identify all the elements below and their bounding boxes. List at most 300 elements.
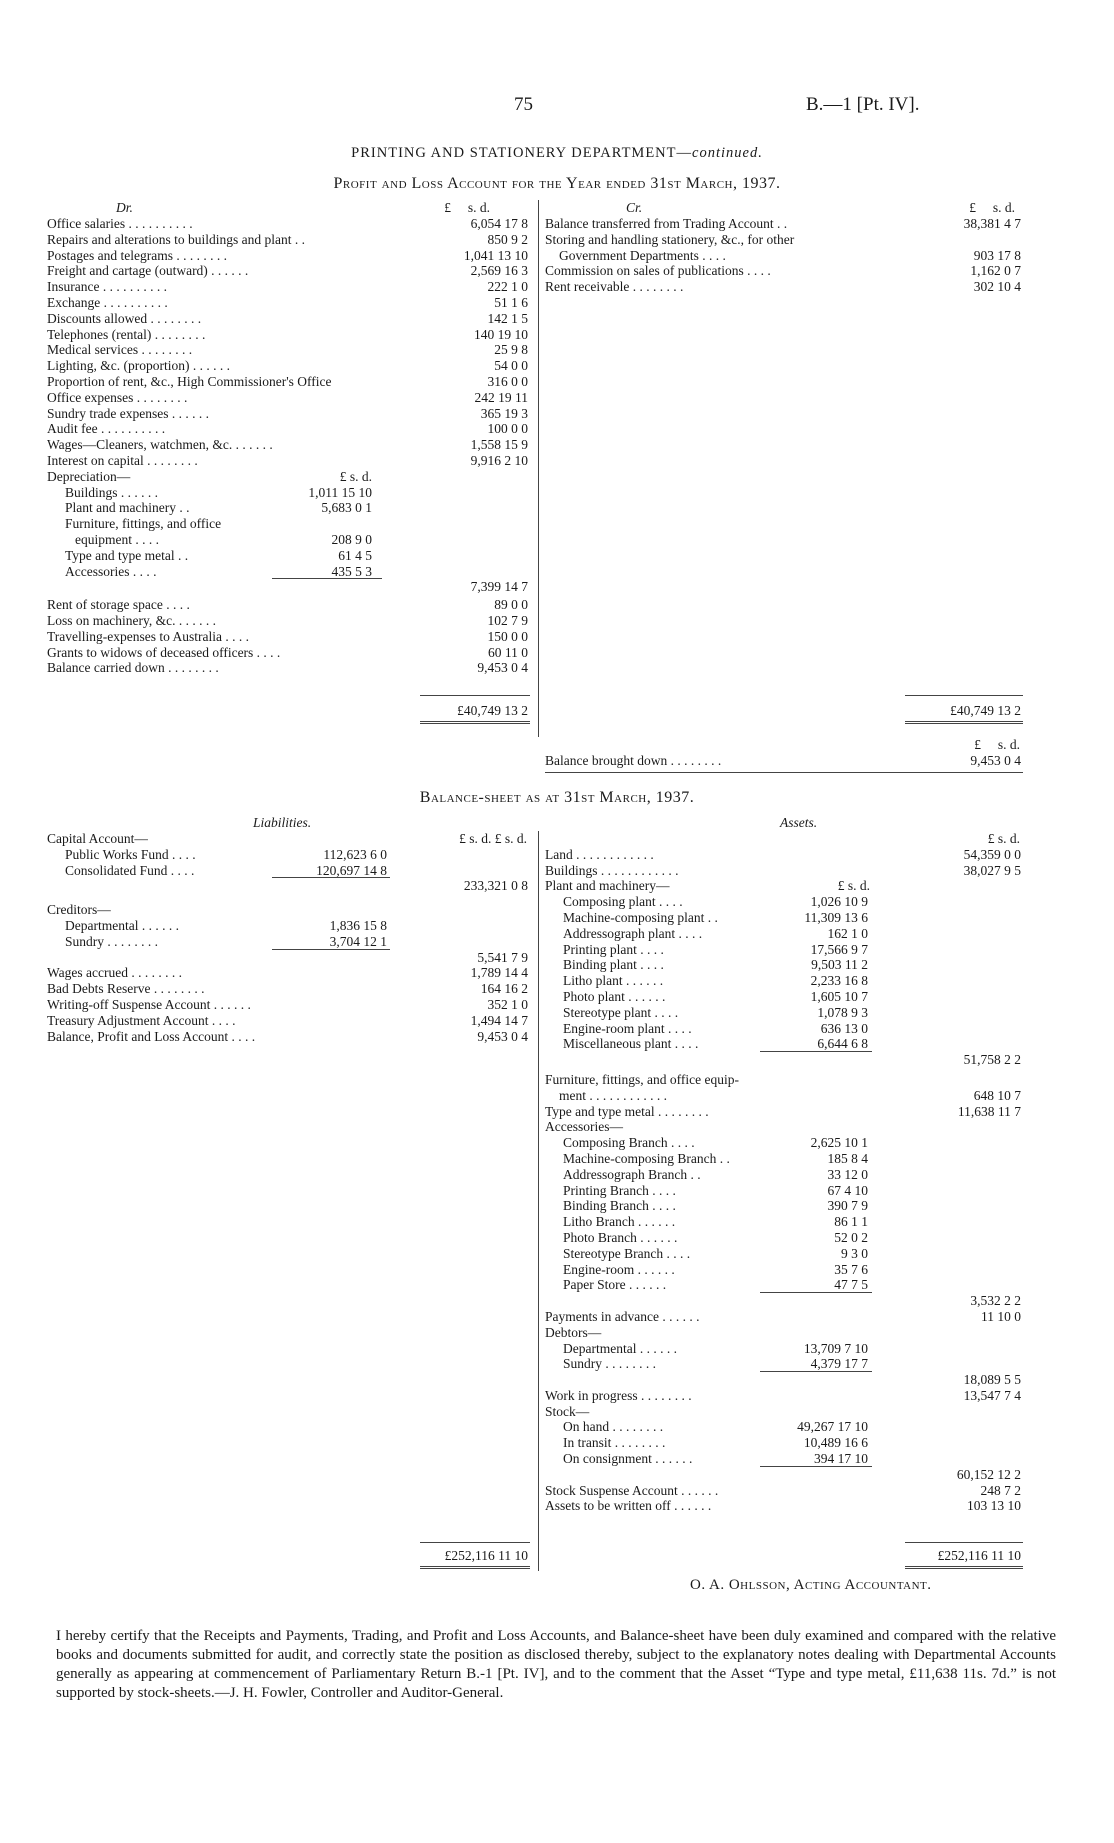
stock-suspense-row	[545, 1483, 1020, 1499]
row-label: Machine-composing plant . .	[563, 909, 718, 925]
row-amount: 33 12 0	[827, 1166, 868, 1182]
dr-row	[47, 421, 537, 437]
row-label: Plant and machinery . .	[65, 500, 190, 516]
row-amount: 52 0 2	[834, 1229, 868, 1245]
row-label: Depreciation—	[47, 468, 131, 484]
assets-written-off-row	[545, 1498, 1020, 1514]
row-amount: 9,916 2 10	[470, 452, 528, 468]
liability-row	[47, 1029, 537, 1045]
payments-row	[545, 1309, 1020, 1325]
depreciation-row	[47, 564, 537, 580]
row-amount: 1,836 15 8	[329, 917, 387, 933]
row-label: Machine-composing Branch . .	[563, 1150, 730, 1166]
row-amount: 208 9 0	[331, 531, 372, 547]
row-amount: 38,027 9 5	[963, 862, 1021, 878]
furniture-row	[545, 1088, 1020, 1104]
row-amount: 1,494 14 7	[470, 1012, 528, 1028]
pl-title: Profit and Loss Account for the Year ended 31st March, 1937.	[333, 175, 781, 192]
row-label: Loss on machinery, &c. . . . . . .	[47, 612, 216, 628]
plant-total	[545, 1052, 1020, 1068]
dr-heading: Dr.	[116, 200, 133, 215]
row-amount: 54 0 0	[494, 358, 528, 374]
row-label: Stereotype plant . . . .	[563, 1004, 679, 1020]
assets-total: £252,116 11 10	[937, 1548, 1021, 1563]
row-amount: 102 7 9	[487, 612, 528, 628]
dr-row	[47, 437, 537, 453]
row-label: Rent of storage space . . . .	[47, 597, 190, 613]
row-amount: 9,453 0 4	[477, 1028, 528, 1044]
pound-label: £	[969, 200, 976, 215]
depreciation-heading	[47, 469, 537, 485]
stock-total	[545, 1467, 1020, 1483]
cr-total: £40,749 13 2	[950, 703, 1021, 718]
row-amount: 9 3 0	[841, 1245, 868, 1261]
dr-table	[47, 216, 537, 676]
row-label: Work in progress . . . . . . . .	[545, 1387, 692, 1403]
row-amount: 51 1 6	[494, 294, 528, 310]
row-amount: 120,697 14 8	[316, 862, 387, 878]
row-amount: 89 0 0	[494, 597, 528, 613]
row-amount: 316 0 0	[487, 373, 528, 389]
row-amount: 435 5 3	[331, 563, 372, 579]
row-label: Grants to widows of deceased officers . . . .	[47, 644, 281, 660]
dr-row	[47, 597, 537, 613]
bbd-col-header	[935, 737, 1020, 753]
row-label: Commission on sales of publications . . . .	[545, 263, 771, 279]
pound-label: £	[974, 737, 981, 752]
row-label: Medical services . . . . . . . .	[47, 342, 193, 358]
dr-row	[47, 295, 537, 311]
bbd-label: Balance brought down . . . . . . . .	[545, 753, 722, 768]
row-label: Lighting, &c. (proportion) . . . . . .	[47, 358, 230, 374]
dr-row	[47, 374, 537, 390]
row-label: Assets to be written off . . . . . .	[545, 1498, 712, 1514]
row-amount: 150 0 0	[487, 628, 528, 644]
row-amount: 5,541 7 9	[477, 949, 528, 965]
dr-row	[47, 629, 537, 645]
liability-row	[47, 981, 537, 997]
liability-row	[47, 1013, 537, 1029]
row-amount: 2,233 16 8	[810, 973, 868, 989]
cr-row	[545, 248, 1020, 264]
type-metal-row	[545, 1104, 1020, 1120]
row-amount: 100 0 0	[487, 421, 528, 437]
audit-certificate: I hereby certify that the Receipts and Payments, Trading, and Profit and Loss Accounts, and Balance-sheet have been duly examined and compared with the relative books and documents submitted for audit, and correctly state the position as disclosed thereby, subject to the explanatory notes dealing with Departmental Accounts generally as appearing at commencement of Parliamentary Return B.-1 [Pt. IV], and to the comment that the Asset “Type and type metal, £11,638 11s. 7d.” is not supported by stock-sheets.—J. H. Fowler, Controller and Auditor-General.	[56, 1628, 1056, 1701]
subtotal-rule	[272, 949, 390, 950]
liabilities-heading: Liabilities.	[253, 815, 312, 830]
row-label: Treasury Adjustment Account . . . .	[47, 1012, 236, 1028]
row-amount: 2,569 16 3	[470, 263, 528, 279]
row-label: Payments in advance . . . . . .	[545, 1308, 700, 1324]
cr-table	[545, 216, 1020, 295]
depreciation-row	[47, 500, 537, 516]
row-label: Litho Branch . . . . . .	[563, 1214, 676, 1230]
row-label: Balance, Profit and Loss Account . . . .	[47, 1028, 256, 1044]
row-amount: 7,399 14 7	[470, 579, 528, 595]
row-label: Wages accrued . . . . . . . .	[47, 965, 182, 981]
page-number: 75	[514, 94, 533, 115]
row-amount: 1,026 10 9	[810, 894, 868, 910]
row-label: Public Works Fund . . . .	[65, 846, 196, 862]
accessories-row	[545, 1151, 1020, 1167]
row-amount: 394 17 10	[814, 1451, 868, 1467]
dr-row	[47, 406, 537, 422]
liab-total-rule	[420, 1542, 530, 1543]
row-amount: 103 13 10	[967, 1498, 1021, 1514]
dr-row	[47, 216, 537, 232]
row-label: Buildings . . . . . .	[65, 484, 159, 500]
dr-col-header	[420, 200, 490, 216]
row-label: Printing plant . . . .	[563, 941, 664, 957]
row-label: Sundry . . . . . . . .	[563, 1356, 657, 1372]
cr-row	[545, 263, 1020, 279]
row-label: Departmental . . . . . .	[65, 917, 179, 933]
dr-row	[47, 660, 537, 676]
sub-col-header: £ s. d.	[837, 878, 870, 894]
accessories-row	[545, 1246, 1020, 1262]
row-amount: 47 7 5	[834, 1277, 868, 1293]
row-label: Type and type metal . . . . . . . .	[545, 1103, 709, 1119]
row-label: Binding plant . . . .	[563, 957, 664, 973]
row-amount: 2,625 10 1	[810, 1135, 868, 1151]
debtors-total	[545, 1372, 1020, 1388]
row-amount: 112,623 6 0	[323, 846, 387, 862]
subtotal-rule	[760, 1371, 872, 1372]
row-amount: 61 4 5	[338, 547, 372, 563]
row-amount: 1,011 15 10	[308, 484, 372, 500]
asset-total-double-rule	[905, 1566, 1023, 1569]
accessories-row	[545, 1230, 1020, 1246]
row-amount: 51,758 2 2	[963, 1052, 1021, 1068]
row-amount: 25 9 8	[494, 342, 528, 358]
row-label: Photo plant . . . . . .	[563, 988, 666, 1004]
row-amount: 3,704 12 1	[329, 933, 387, 949]
row-label: Furniture, fittings, and office equip-	[545, 1071, 739, 1087]
signature: O. A. Ohlsson, Acting Accountant.	[690, 1577, 932, 1593]
row-amount: 13,709 7 10	[803, 1340, 868, 1356]
dr-row	[47, 279, 537, 295]
dr-row	[47, 327, 537, 343]
row-amount: 35 7 6	[834, 1261, 868, 1277]
bbd-amount: 9,453 0 4	[970, 753, 1021, 768]
cr-total-double-rule	[905, 721, 1023, 724]
sd-label: s. d.	[467, 200, 490, 215]
row-amount: 903 17 8	[973, 247, 1021, 263]
dr-total-rule	[420, 695, 530, 696]
row-label: Storing and handling stationery, &c., for other	[545, 231, 795, 247]
row-label: Miscellaneous plant . . . .	[563, 1036, 699, 1052]
row-label: Rent receivable . . . . . . . .	[545, 279, 684, 295]
assets-heading: Assets.	[780, 815, 818, 830]
plant-heading	[545, 878, 1020, 894]
row-amount: 185 8 4	[827, 1150, 868, 1166]
row-label: Land . . . . . . . . . . . .	[545, 846, 654, 862]
cr-col-header	[935, 200, 1015, 216]
asset-row	[545, 847, 1020, 863]
pl-divider	[538, 200, 539, 737]
dr-row	[47, 453, 537, 469]
depreciation-row	[47, 532, 537, 548]
row-label: Sundry . . . . . . . .	[65, 933, 159, 949]
capital-heading	[47, 831, 537, 847]
row-amount: 365 19 3	[480, 405, 528, 421]
row-label: ment . . . . . . . . . . . .	[559, 1087, 667, 1103]
stock-heading	[545, 1404, 1020, 1420]
pound-label: £	[444, 200, 451, 215]
row-label: Buildings . . . . . . . . . . . .	[545, 862, 679, 878]
row-label: Engine-room . . . . . .	[563, 1261, 675, 1277]
row-label: Furniture, fittings, and office	[65, 516, 222, 532]
row-amount: 60 11 0	[488, 644, 528, 660]
row-label: In transit . . . . . . . .	[563, 1435, 666, 1451]
page-reference: B.—1 [Pt. IV].	[806, 94, 920, 115]
col-header: £ s. d. £ s. d.	[459, 831, 527, 846]
row-amount: 17,566 9 7	[810, 941, 868, 957]
bs-title: Balance-sheet as at 31st March, 1937.	[419, 789, 695, 806]
row-amount: 140 19 10	[474, 326, 528, 342]
subtotal-rule	[272, 578, 382, 579]
row-label: Exchange . . . . . . . . . .	[47, 294, 168, 310]
cr-heading: Cr.	[626, 200, 643, 215]
row-label: Proportion of rent, &c., High Commissioner's Office	[47, 373, 332, 389]
sd-label: s. d.	[992, 200, 1015, 215]
row-label: Stock Suspense Account . . . . . .	[545, 1482, 719, 1498]
row-amount: 1,078 9 3	[817, 1004, 868, 1020]
stock-row	[545, 1419, 1020, 1435]
row-amount: 49,267 17 10	[797, 1419, 868, 1435]
row-amount: 4,379 17 7	[810, 1356, 868, 1372]
row-label: Creditors—	[47, 902, 111, 918]
row-amount: 11 10 0	[981, 1308, 1021, 1324]
dr-row	[47, 232, 537, 248]
plant-row	[545, 989, 1020, 1005]
row-label: Writing-off Suspense Account . . . . . .	[47, 996, 251, 1012]
row-amount: 38,381 4 7	[963, 216, 1021, 231]
assets-table	[545, 831, 1020, 1514]
sd-label: s. d.	[997, 737, 1020, 752]
capital-total	[47, 878, 537, 894]
row-label: Balance carried down . . . . . . . .	[47, 660, 219, 676]
furniture-row	[545, 1072, 1020, 1088]
cr-total-rule	[905, 695, 1023, 696]
row-label: Capital Account—	[47, 831, 148, 846]
plant-row	[545, 910, 1020, 926]
row-amount: 352 1 0	[487, 996, 528, 1012]
plant-row	[545, 894, 1020, 910]
row-label: Discounts allowed . . . . . . . .	[47, 310, 202, 326]
row-label: Repairs and alterations to buildings and plant . .	[47, 231, 305, 247]
accessories-row	[545, 1167, 1020, 1183]
row-amount: 1,162 0 7	[970, 263, 1021, 279]
row-label: Telephones (rental) . . . . . . . .	[47, 326, 206, 342]
row-label: Consolidated Fund . . . .	[65, 862, 195, 878]
row-label: Engine-room plant . . . .	[563, 1020, 692, 1036]
row-label: Stock—	[545, 1403, 590, 1419]
row-amount: 9,503 11 2	[811, 957, 868, 973]
row-amount: 9,453 0 4	[477, 660, 528, 676]
row-label: Debtors—	[545, 1324, 602, 1340]
asset-total-rule	[905, 1542, 1023, 1543]
accessories-row	[545, 1198, 1020, 1214]
liabilities-table	[47, 831, 537, 1044]
col-header: £ s. d.	[987, 831, 1020, 846]
bs-divider	[538, 831, 539, 1571]
dr-row	[47, 613, 537, 629]
row-amount: 162 1 0	[827, 925, 868, 941]
row-label: Paper Store . . . . . .	[563, 1277, 667, 1293]
sub-col-header: £ s. d.	[339, 468, 372, 484]
cr-row	[545, 279, 1020, 295]
debtors-row	[545, 1341, 1020, 1357]
row-label: Addressograph Branch . .	[563, 1166, 701, 1182]
depreciation-total	[47, 579, 537, 595]
plant-row	[545, 957, 1020, 973]
row-amount: 54,359 0 0	[963, 846, 1021, 862]
capital-row	[47, 863, 537, 879]
debtors-row	[545, 1356, 1020, 1372]
row-label: Office salaries . . . . . . . . . .	[47, 216, 193, 231]
plant-row	[545, 1036, 1020, 1052]
row-label: Stereotype Branch . . . .	[563, 1245, 691, 1261]
dr-row	[47, 390, 537, 406]
row-label: Sundry trade expenses . . . . . .	[47, 405, 209, 421]
dr-row	[47, 248, 537, 264]
dr-total: £40,749 13 2	[457, 703, 528, 718]
row-label: Addressograph plant . . . .	[563, 925, 703, 941]
row-amount: 636 13 0	[820, 1020, 868, 1036]
row-amount: 850 9 2	[487, 231, 528, 247]
row-amount: 6,054 17 8	[470, 216, 528, 231]
row-amount: 86 1 1	[834, 1214, 868, 1230]
pl-bottom-rule	[545, 772, 1023, 773]
row-label: Binding Branch . . . .	[563, 1198, 676, 1214]
row-amount: 6,644 6 8	[817, 1036, 868, 1052]
cr-row	[545, 232, 1020, 248]
row-label: Departmental . . . . . .	[563, 1340, 677, 1356]
row-amount: 248 7 2	[980, 1482, 1021, 1498]
creditors-row	[47, 918, 537, 934]
dr-row	[47, 342, 537, 358]
asset-row	[545, 863, 1020, 879]
accessories-total	[545, 1293, 1020, 1309]
depreciation-row	[47, 485, 537, 501]
accessories-row	[545, 1262, 1020, 1278]
row-amount: 11,309 13 6	[804, 909, 868, 925]
assets-col-header	[545, 831, 1020, 847]
dr-total-double-rule	[420, 721, 530, 724]
row-label: Litho plant . . . . . .	[563, 973, 664, 989]
liabilities-total: £252,116 11 10	[444, 1548, 528, 1563]
row-label: Wages—Cleaners, watchmen, &c. . . . . . .	[47, 437, 273, 453]
row-label: Interest on capital . . . . . . . .	[47, 452, 198, 468]
row-label: Government Departments . . . .	[559, 247, 726, 263]
creditors-row	[47, 934, 537, 950]
row-amount: 302 10 4	[973, 279, 1021, 295]
row-amount: 648 10 7	[973, 1087, 1021, 1103]
subtotal-rule	[760, 1466, 872, 1467]
plant-row	[545, 1005, 1020, 1021]
row-amount: 18,089 5 5	[963, 1372, 1021, 1388]
row-amount: 242 19 11	[474, 389, 528, 405]
accessories-row	[545, 1214, 1020, 1230]
plant-row	[545, 1021, 1020, 1037]
debtors-heading	[545, 1325, 1020, 1341]
department-continued: continued.	[692, 145, 763, 161]
row-label: Freight and cartage (outward) . . . . . .	[47, 263, 249, 279]
row-amount: 142 1 5	[487, 310, 528, 326]
liability-row	[47, 965, 537, 981]
subtotal-rule	[760, 1292, 872, 1293]
row-label: Plant and machinery—	[545, 878, 670, 894]
row-amount: 390 7 9	[827, 1198, 868, 1214]
department-title-text: PRINTING AND STATIONERY DEPARTMENT—	[351, 145, 693, 161]
row-label: On hand . . . . . . . .	[563, 1419, 664, 1435]
plant-row	[545, 973, 1020, 989]
stock-row	[545, 1451, 1020, 1467]
row-label: Accessories—	[545, 1119, 623, 1135]
plant-row	[545, 926, 1020, 942]
row-amount: 67 4 10	[827, 1182, 868, 1198]
row-amount: 10,489 16 6	[803, 1435, 868, 1451]
subtotal-rule	[272, 877, 390, 878]
row-amount: 1,558 15 9	[470, 437, 528, 453]
row-amount: 1,789 14 4	[470, 965, 528, 981]
depreciation-row	[47, 548, 537, 564]
row-amount: 3,532 2 2	[970, 1293, 1021, 1309]
row-label: Office expenses . . . . . . . .	[47, 389, 188, 405]
dr-row	[47, 645, 537, 661]
row-label: Type and type metal . .	[65, 547, 189, 563]
plant-row	[545, 942, 1020, 958]
accessories-row	[545, 1183, 1020, 1199]
stock-row	[545, 1435, 1020, 1451]
dr-row	[47, 263, 537, 279]
depreciation-row	[47, 516, 537, 532]
row-amount: 60,152 12 2	[956, 1466, 1021, 1482]
creditors-total	[47, 950, 537, 966]
liab-total-double-rule	[420, 1566, 530, 1569]
row-amount: 5,683 0 1	[321, 500, 372, 516]
row-label: equipment . . . .	[75, 531, 159, 547]
row-label: Balance transferred from Trading Account . .	[545, 216, 788, 231]
row-amount: 1,605 10 7	[810, 988, 868, 1004]
accessories-row	[545, 1277, 1020, 1293]
row-amount: 222 1 0	[487, 279, 528, 295]
row-amount: 13,547 7 4	[963, 1387, 1021, 1403]
row-label: Photo Branch . . . . . .	[563, 1229, 678, 1245]
row-amount: 11,638 11 7	[957, 1103, 1021, 1119]
dr-row	[47, 311, 537, 327]
row-label: Insurance . . . . . . . . . .	[47, 279, 167, 295]
subtotal-rule	[760, 1051, 872, 1052]
accessories-row	[545, 1135, 1020, 1151]
row-label: Bad Debts Reserve . . . . . . . .	[47, 981, 205, 997]
dr-row	[47, 358, 537, 374]
cr-row	[545, 216, 1020, 232]
row-amount: 1,041 13 10	[463, 247, 528, 263]
row-label: Accessories . . . .	[65, 563, 157, 579]
row-label: Postages and telegrams . . . . . . . .	[47, 247, 227, 263]
row-label: Composing plant . . . .	[563, 894, 683, 910]
row-label: On consignment . . . . . .	[563, 1451, 693, 1467]
row-amount: 164 16 2	[480, 981, 528, 997]
wip-row	[545, 1388, 1020, 1404]
row-label: Travelling-expenses to Australia . . . .	[47, 628, 249, 644]
accessories-heading	[545, 1119, 1020, 1135]
creditors-heading	[47, 902, 537, 918]
row-label: Composing Branch . . . .	[563, 1135, 695, 1151]
department-title	[0, 146, 1114, 162]
